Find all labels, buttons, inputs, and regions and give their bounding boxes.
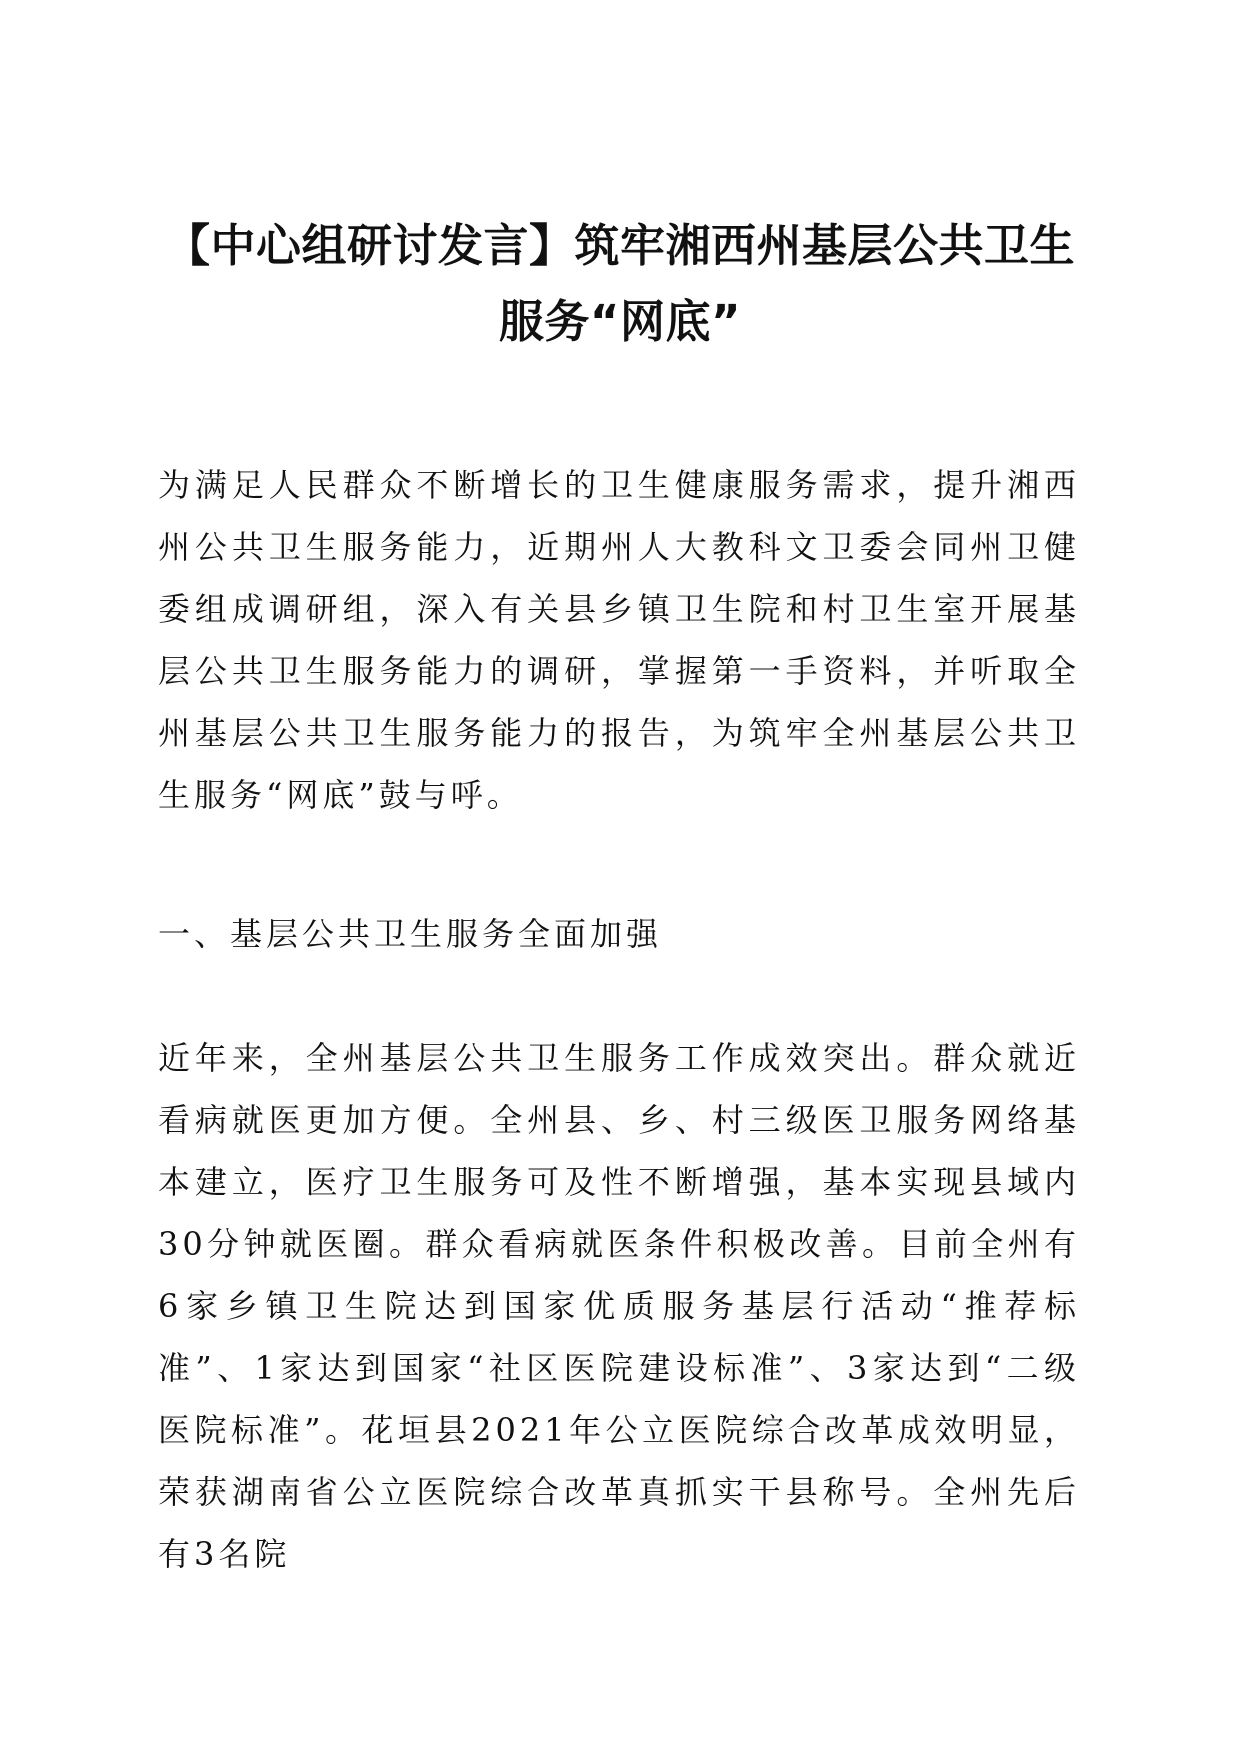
section-1-paragraph: 近年来，全州基层公共卫生服务工作成效突出。群众就近看病就医更加方便。全州县、乡、村三级医卫服务网络基本建立，医疗卫生服务可及性不断增强，基本实现县域内30分钟就医圈。群众看病就医条件积极改善。目前全州有6家乡镇卫生院达到国家优质服务基层行活动“推荐标准”、1家达到国家“社区医院建设标准”、3家达到“二级医院标准”。花垣县2021年公立医院综合改革成效明显，荣获湖南省公立医院综合改革真抓实干县称号。全州先后有3名院	[158, 1039, 1080, 1573]
title-line-2: 服务“网底”	[498, 295, 742, 348]
document-title	[155, 208, 1085, 360]
section-1-heading: 一、基层公共卫生服务全面加强	[158, 915, 663, 953]
intro-paragraph: 为满足人民群众不断增长的卫生健康服务需求，提升湘西州公共卫生服务能力，近期州人大教科文卫委会同州卫健委组成调研组，深入有关县乡镇卫生院和村卫生室开展基层公共卫生服务能力的调研，掌握第一手资料，并听取全州基层公共卫生服务能力的报告，为筑牢全州基层公共卫生服务“网底”鼓与呼。	[158, 466, 1080, 814]
title-line-1: 【中心组研讨发言】筑牢湘西州基层公共卫生	[164, 219, 1075, 272]
